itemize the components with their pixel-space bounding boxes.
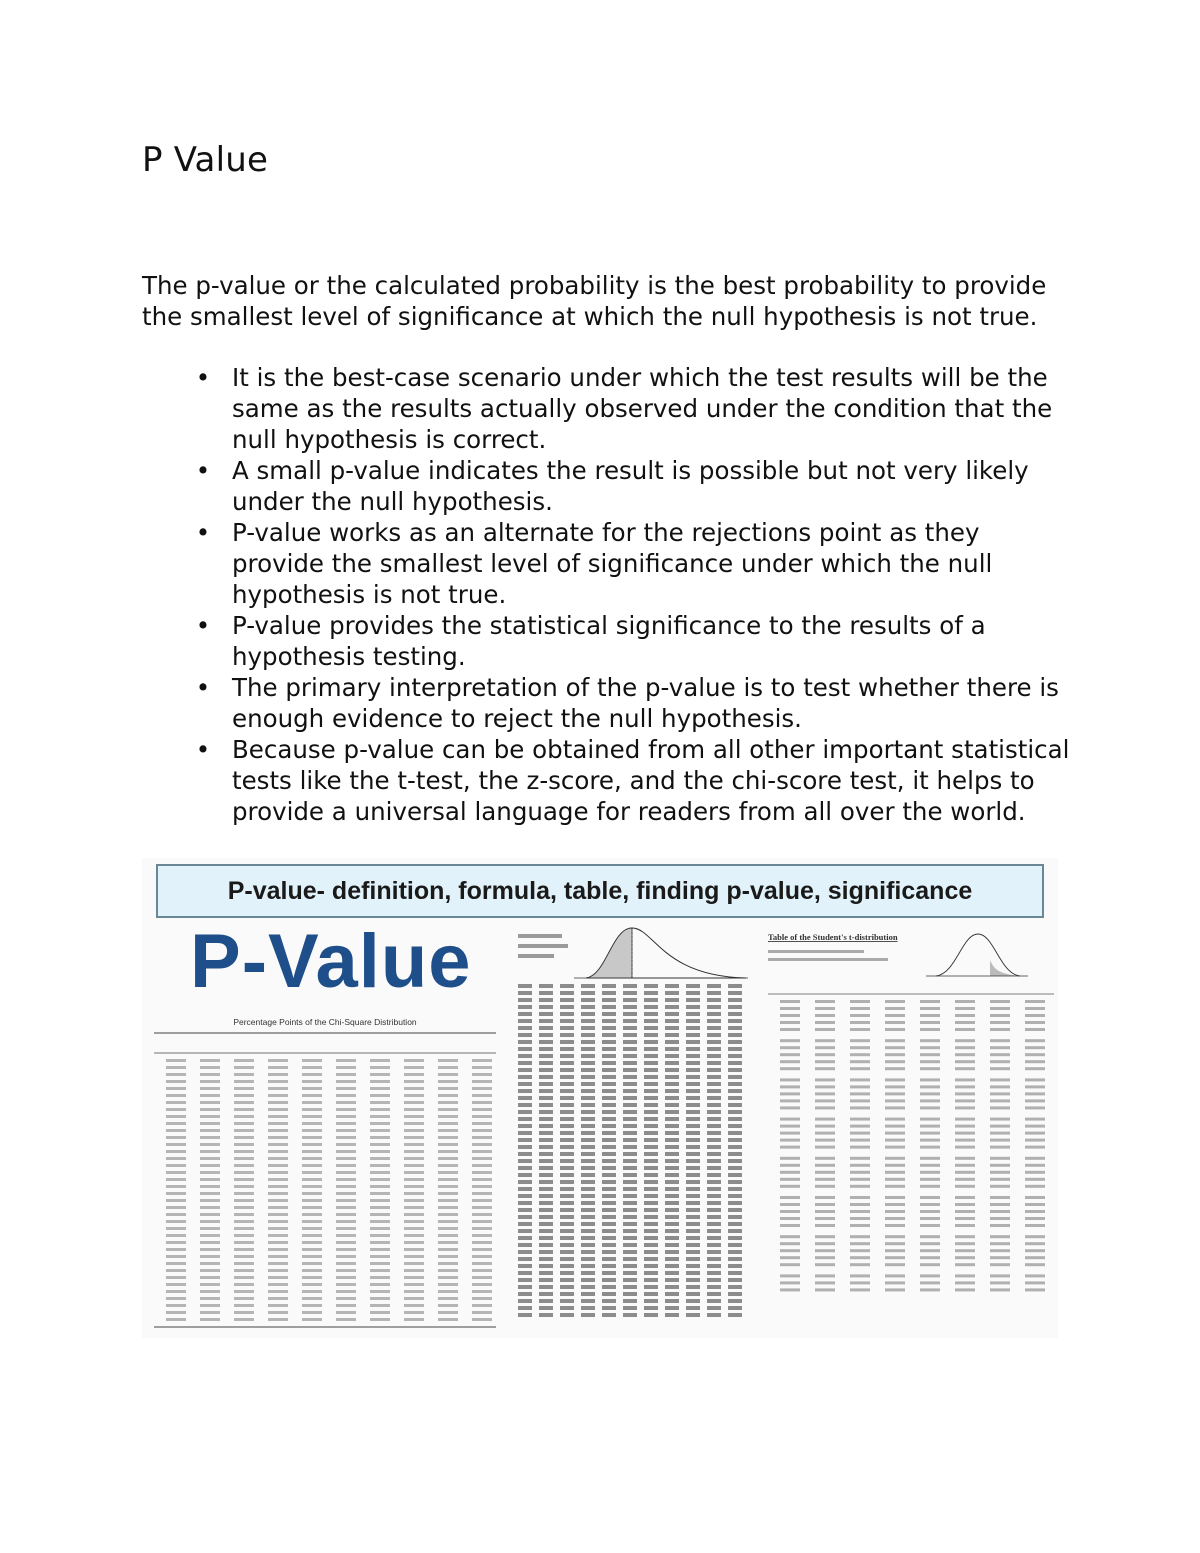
bullet-icon: • <box>195 735 211 764</box>
intro-paragraph: The p-value or the calculated probability is the best probability to provide the smallest level of significance at which the null hypothesis is not true. <box>142 271 1047 331</box>
bullet-icon: • <box>195 673 211 702</box>
list-item <box>142 362 1072 455</box>
bullet-icon: • <box>195 518 211 547</box>
bullet-icon: • <box>195 456 211 485</box>
bullet-text: A small p-value indicates the result is possible but not very likely under the null hypothesis. <box>232 456 1029 516</box>
list-item <box>142 734 1072 827</box>
bullet-text: P-value works as an alternate for the rejections point as they provide the smallest level of significance under which the null hypothesis is not true. <box>232 518 993 609</box>
figure-heading: P-Value <box>190 919 472 1004</box>
t-table-image <box>766 930 1056 1332</box>
list-item <box>142 455 1072 517</box>
bullet-icon: • <box>195 611 211 640</box>
bullet-text: Because p-value can be obtained from all other important statistical tests like the t-test, the z-score, and the chi-score test, it helps to provide a universal language for readers from all over the world. <box>232 735 1070 826</box>
page-title: P Value <box>142 140 269 180</box>
t-table-title: Table of the Student's t-distribution <box>768 932 898 942</box>
list-item <box>142 672 1072 734</box>
bullet-list <box>142 362 1072 827</box>
bullet-text: P-value provides the statistical significance to the results of a hypothesis testing. <box>232 611 986 671</box>
list-item <box>142 610 1072 672</box>
list-item <box>142 517 1072 610</box>
figure-banner: P-value- definition, formula, table, finding p-value, significance <box>156 864 1044 918</box>
chi-square-table-image <box>152 1013 498 1331</box>
bullet-icon: • <box>195 363 211 392</box>
p-value-figure <box>142 858 1058 1338</box>
bullet-text: The primary interpretation of the p-value is to test whether there is enough evidence to reject the null hypothesis. <box>232 673 1059 733</box>
bullet-text: It is the best-case scenario under which the test results will be the same as the results actually observed under the condition that the null hypothesis is correct. <box>232 363 1053 454</box>
chi-square-table-title: Percentage Points of the Chi-Square Distribution <box>233 1017 417 1027</box>
z-table-image <box>514 926 750 1332</box>
